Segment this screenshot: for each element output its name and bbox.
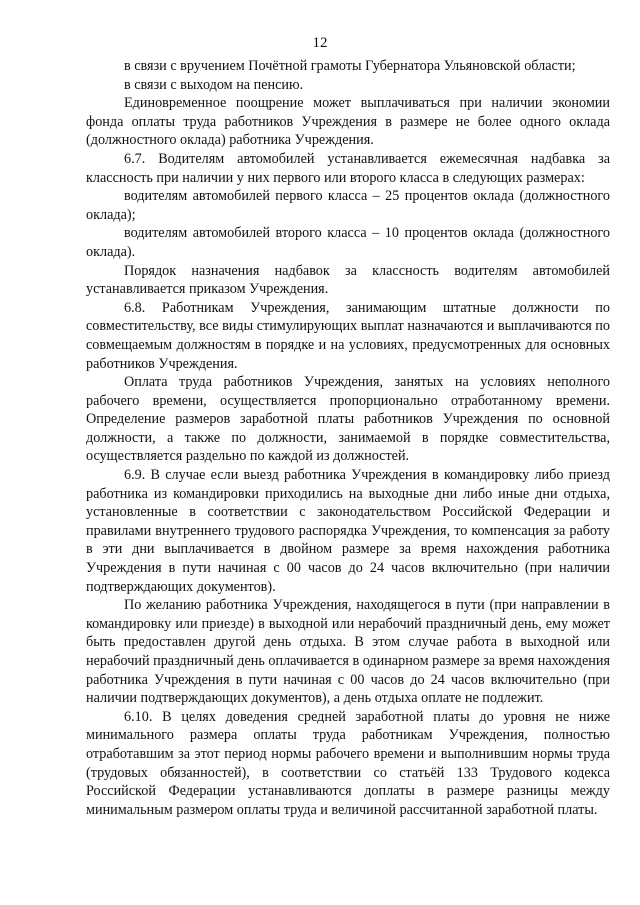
paragraph-6-9: 6.9. В случае если выезд работника Учреждения в командировку либо приезд работника из командировки приходились на выходные дни либо иные дни отдыха, установленные в соответствии с законодательством Российской Федерации и правилами внутреннего трудового распорядка Учреждения, то компенсация за работу в эти дни выплачивается в двойном размере за время нахождения работника Учреждения в пути начиная с 00 часов до 24 часов включительно (при наличии подтверждающих документов). [86,467,610,595]
paragraph-award-governor: в связи с вручением Почётной грамоты Губернатора Ульяновской области; [124,58,576,74]
paragraph-drivers-first-class: водителям автомобилей первого класса – 25 процентов оклада (должностного оклада); [86,188,610,223]
paragraph-drivers-second-class: водителям автомобилей второго класса – 10 процентов оклада (должностного оклада). [86,225,610,260]
page-number: 12 [312,35,328,51]
paragraph-6-7: 6.7. Водителям автомобилей устанавливается ежемесячная надбавка за классность при наличии у них первого или второго класса в следующих размерах: [86,150,610,186]
paragraph-one-time-bonus: Единовременное поощрение может выплачиваться при наличии экономии фонда оплаты труда работников Учреждения в размере не более одного оклада (должностного оклада) работника Учреждения. [86,95,610,149]
paragraph-class-allowance-order: Порядок назначения надбавок за классность водителям автомобилей устанавливается приказом Учреждения. [86,262,610,298]
paragraph-6-8: 6.8. Работникам Учреждения, занимающим штатные должности по совместительству, все виды стимулирующих выплат назначаются и выплачиваются по совмещаемым должностям в порядке и на условиях, предусмотренных для основных работников Учреждения. [86,299,610,372]
paragraph-part-time: Оплата труда работников Учреждения, занятых на условиях неполного рабочего времени, осуществляется пропорционально отработанному времени. Определение размеров заработной платы работников Учреждения по основной должности, а также по должности, занимаемой в порядке совместительства, осуществляется раздельно по каждой из должностей. [86,374,610,465]
paragraph-day-off: По желанию работника Учреждения, находящегося в пути (при направлении в командировку или приезде) в выходной или нерабочий праздничный день, ему может быть предоставлен другой день отдыха. В этом случае работа в выходной или нерабочий праздничный день оплачивается в одинарном размере за время нахождения работника Учреждения в пути начиная с 00 часов до 24 часов включительно (при наличии подтверждающих документов), а день отдыха оплате не подлежит. [86,597,610,707]
document-body [86,57,610,819]
paragraph-retirement: в связи с выходом на пенсию. [124,76,304,93]
paragraph-6-10: 6.10. В целях доведения средней заработной платы до уровня не ниже минимального размера оплаты труда работникам Учреждения, полностью отработавшим за этот период нормы рабочего времени и выполнившим нормы труда (трудовых обязанностей), в соответствии со статьёй 133 Трудового кодекса Российской Федерации устанавливаются доплаты в размере разницы между минимальным размером оплаты труда и величиной рассчитанной заработной платы. [86,708,610,818]
